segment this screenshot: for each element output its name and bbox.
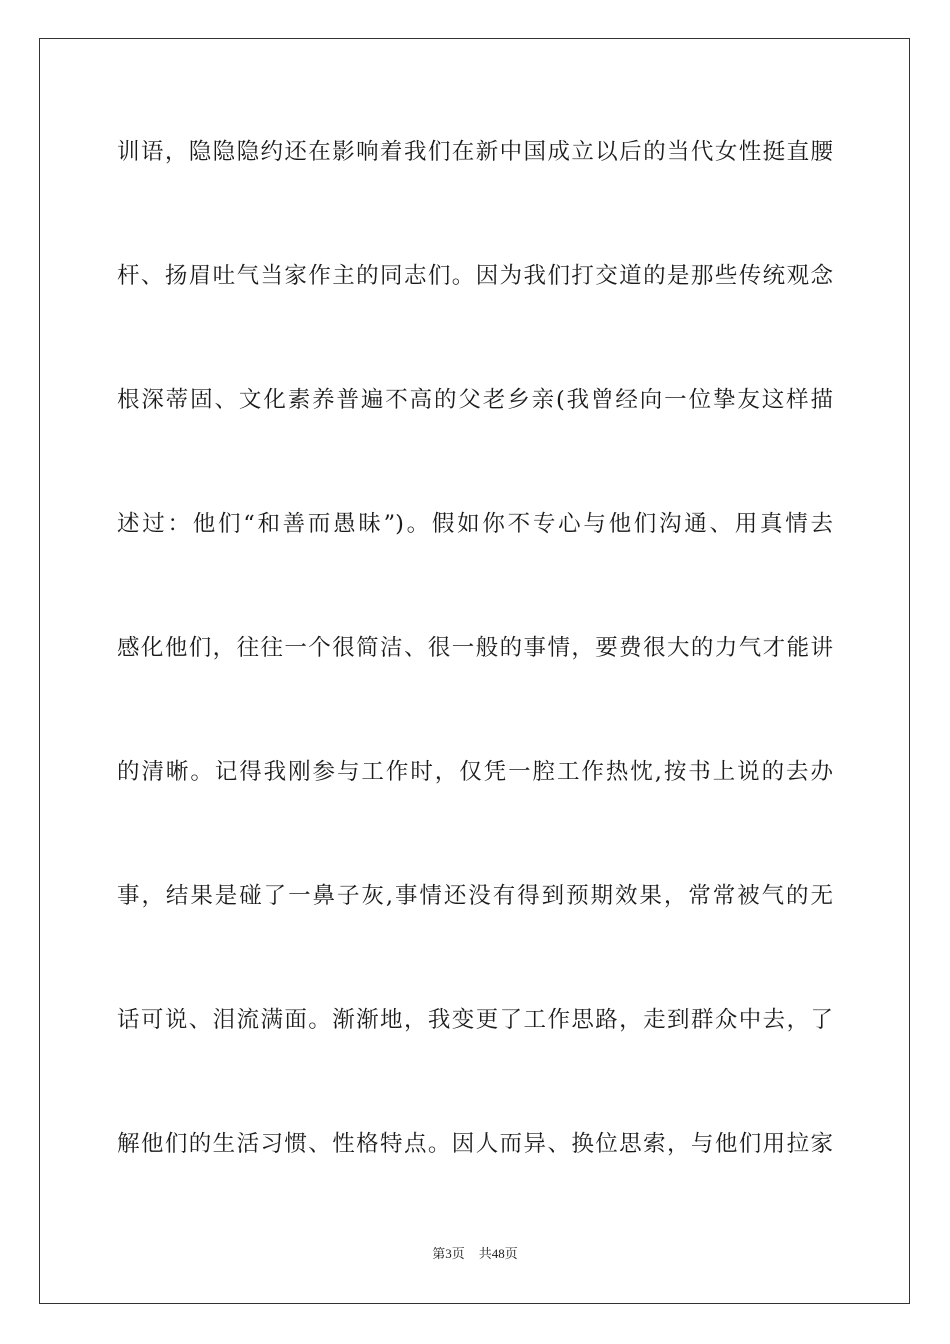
page-border [39,38,910,1304]
text-line: 述过：他们“和善而愚昧”)。假如你不专心与他们沟通、用真情去 [117,511,833,537]
text-line: 感化他们，往往一个很简洁、很一般的事情，要费很大的力气才能讲 [117,635,833,661]
text-line: 事，结果是碰了一鼻子灰,事情还没有得到预期效果，常常被气的无 [117,883,833,909]
page-number: 第3页 [432,1246,465,1261]
text-line: 杆、扬眉吐气当家作主的同志们。因为我们打交道的是那些传统观念 [117,263,833,289]
text-line: 根深蒂固、文化素养普遍不高的父老乡亲(我曾经向一位挚友这样描 [117,387,833,413]
page-footer [0,1244,950,1264]
text-line: 解他们的生活习惯、性格特点。因人而异、换位思索，与他们用拉家 [117,1131,833,1157]
total-pages: 共48页 [478,1246,518,1261]
text-line: 的清晰。记得我刚参与工作时，仅凭一腔工作热忱,按书上说的去办 [117,759,833,785]
text-line: 话可说、泪流满面。渐渐地，我变更了工作思路，走到群众中去，了 [117,1007,833,1033]
text-line: 训语，隐隐隐约还在影响着我们在新中国成立以后的当代女性挺直腰 [117,139,833,165]
